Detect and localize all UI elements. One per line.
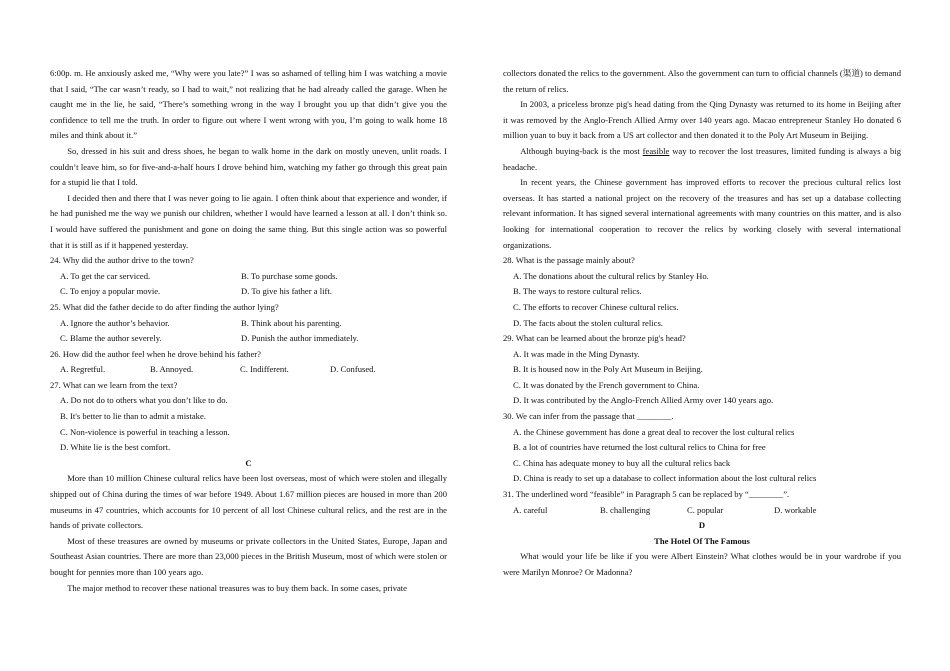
right-column [503, 66, 901, 581]
question-29 [503, 331, 901, 409]
option-c: C. The efforts to recover Chinese cultural relics. [513, 301, 679, 312]
story-paragraph-2: So, dressed in his suit and dress shoes, he began to walk home in the dark on mostly uneven, unlit roads. I couldn’t leave him, so for five-and-a-half hours I drove behind him, watching my father go through this great pain for a stupid lie that I told. [50, 145, 447, 188]
underlined-word-feasible: feasible [642, 145, 670, 156]
option-a: A. The donations about the cultural relics by Stanley Ho. [513, 270, 709, 281]
option-a: A. the Chinese government has done a great deal to recover the lost cultural relics [513, 426, 795, 437]
option-b: B. Annoyed. [150, 364, 194, 375]
question-31 [503, 487, 901, 518]
option-d: D. The facts about the stolen cultural relics. [513, 317, 663, 328]
passage-c-paragraph-5: Although buying-back is the most feasible way to recover the lost treasures, limited funding is always a big headache. [503, 145, 902, 172]
question-27 [50, 378, 447, 456]
section-d-heading: D [698, 520, 706, 531]
passage-d-paragraph-1: What would your life be like if you were Albert Einstein? What clothes would be in your wardrobe if you were Marilyn Monroe? Or Madonna? [503, 551, 901, 577]
story-paragraph-1: 6:00p. m. He anxiously asked me, “Why were you late?” I was so ashamed of telling him I was watching a movie that I said, “The car wasn’t ready, so I had to wait,” not realizing that he had already called the garage. When he caught me in the lie, he said, “There’s something wrong in the way I brought you up that didn’t give you the confidence to tell me the truth. In order to figure out where I went wrong with you, I’m going to walk home 18 miles and think about it.” [50, 68, 447, 141]
question-26 [50, 347, 447, 378]
option-d: D. China is ready to set up a database to collect information about the lost cultural relics [513, 473, 817, 484]
question-25 [50, 300, 447, 347]
option-c: C. Non-violence is powerful in teaching a lesson. [60, 426, 230, 437]
question-stem: 27. What can we learn from the text? [50, 379, 178, 390]
left-column [50, 66, 447, 596]
option-a: A. Ignore the author’s behavior. [60, 317, 170, 328]
section-c-heading: C [245, 457, 252, 468]
option-c: C. To enjoy a popular movie. [60, 286, 161, 297]
question-30 [503, 409, 901, 487]
passage-d-title: The Hotel Of The Famous [654, 535, 750, 546]
option-b: B. Think about his parenting. [241, 317, 342, 328]
option-b: B. challenging [600, 504, 651, 515]
option-c: C. It was donated by the French government to China. [513, 379, 700, 390]
story-paragraph-3: I decided then and there that I was never going to lie again. I often think about that experience and wonder, if he had punished me the way we punish our children, whether I would have learned a lesson at all. I don’t think so. I would have suffered the punishment and gone on doing the same thing. But this single action was so powerful that it is still as if it happened yesterday. [50, 192, 447, 250]
option-b: B. a lot of countries have returned the lost cultural relics to China for free [513, 442, 766, 453]
option-d: D. Confused. [330, 364, 376, 375]
option-a: A. careful [513, 504, 548, 515]
option-c: C. popular [687, 504, 724, 515]
question-stem: 31. The underlined word “feasible” in Paragraph 5 can be replaced by “________”. [503, 489, 790, 500]
option-d: D. To give his father a lift. [241, 286, 332, 297]
question-28 [503, 253, 901, 331]
option-a: A. Do not do to others what you don’t like to do. [60, 395, 228, 406]
option-d: D. Punish the author immediately. [241, 333, 359, 344]
option-b: B. The ways to restore cultural relics. [513, 286, 642, 297]
question-stem: 25. What did the father decide to do after finding the author lying? [50, 301, 279, 312]
question-stem: 28. What is the passage mainly about? [503, 255, 635, 266]
question-stem: 30. We can infer from the passage that ________. [503, 411, 674, 422]
question-stem: 24. Why did the author drive to the town? [50, 255, 194, 266]
option-c: C. China has adequate money to buy all the cultural relics back [513, 457, 731, 468]
question-stem: 26. How did the author feel when he drove behind his father? [50, 348, 261, 359]
option-b: B. To purchase some goods. [241, 270, 338, 281]
passage-c-paragraph-3-continued: collectors donated the relics to the government. Also the government can turn to official channels (渠道) to demand the return of relics. [503, 68, 901, 94]
option-c: C. Blame the author severely. [60, 333, 162, 344]
passage-c-paragraph-3: The major method to recover these national treasures was to buy them back. In some cases, private [67, 582, 408, 593]
passage-c-paragraph-1: More than 10 million Chinese cultural relics have been lost overseas, most of which were stolen and illegally shipped out of China during the times of war before 1949. About 1.67 million pieces are housed in more than 200 museums in 47 countries, which accounts for 10 percent of all lost Chinese cultural relics, and the rest are in the hands of private collectors. [50, 473, 447, 531]
passage-c-paragraph-2: Most of these treasures are owned by museums or private collectors in the United States, Europe, Japan and Southeast Asian countries. There are more than 23,000 pieces in the British Museum, most of which were stolen or bought for pennies more than 100 years ago. [50, 535, 447, 577]
option-a: A. It was made in the Ming Dynasty. [513, 348, 640, 359]
passage-c-paragraph-6: In recent years, the Chinese government has improved efforts to recover the precious cultural relics lost overseas. It has started a national project on the recovery of the treasures and has set up a database collecting relevant information. It has signed several international agreements with many countries on this matter, and is also looking for international cooperation to recover the relics by working closely with several international organizations. [503, 177, 901, 250]
question-stem: 29. What can be learned about the bronze pig's head? [503, 333, 686, 344]
option-d: D. White lie is the best comfort. [60, 442, 171, 453]
option-d: D. workable [774, 504, 817, 515]
option-c: C. Indifferent. [240, 364, 289, 375]
option-b: B. It's better to lie than to admit a mistake. [60, 411, 206, 422]
option-b: B. It is housed now in the Poly Art Museum in Beijing. [513, 364, 703, 375]
question-24 [50, 253, 447, 300]
passage-c-paragraph-4: In 2003, a priceless bronze pig's head dating from the Qing Dynasty was returned to its home in Beijing after it was removed by the Anglo-French Allied Army over 140 years ago. Macao entrepreneur Stanley Ho donated 6 million yuan to buy it back from a US art collector and then donated it to the Poly Art Museum in Beijing. [503, 99, 901, 141]
option-a: A. To get the car serviced. [60, 270, 151, 281]
option-d: D. It was contributed by the Anglo-French Allied Army over 140 years ago. [513, 395, 774, 406]
option-a: A. Regretful. [60, 364, 106, 375]
